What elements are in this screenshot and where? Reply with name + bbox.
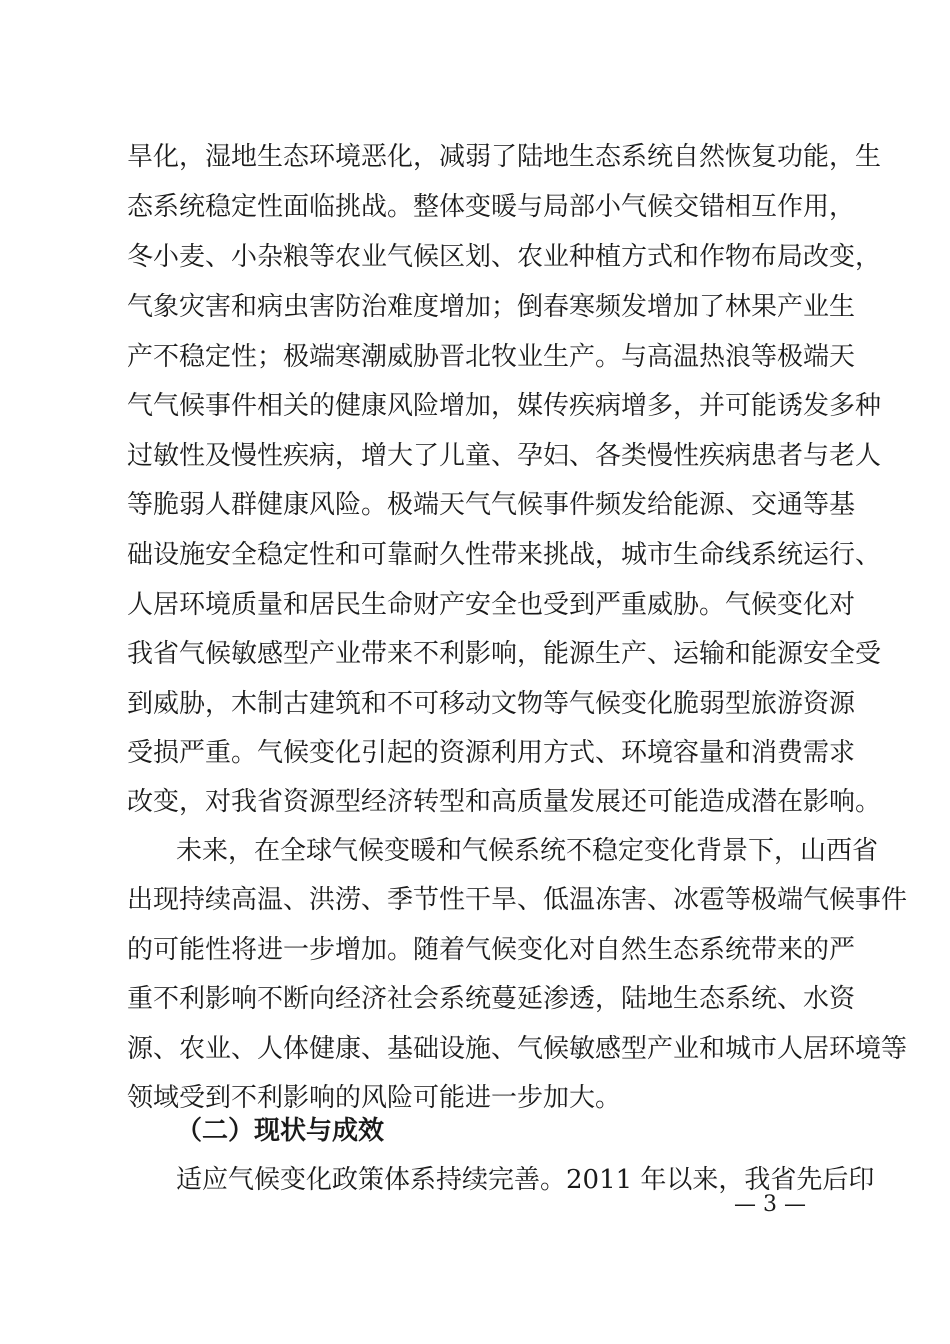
paragraph-1-line-10: 人居环境质量和居民生命财产安全也受到严重威胁。气候变化对 [127,590,856,620]
paragraph-1-line-12: 到威胁，木制古建筑和不可移动文物等气候变化脆弱型旅游资源 [127,689,856,719]
paragraph-1-line-2: 态系统稳定性面临挑战。整体变暖与局部小气候交错相互作用， [127,192,856,222]
paragraph-1-line-3: 冬小麦、小杂粮等农业气候区划、农业种植方式和作物布局改变， [127,242,882,272]
paragraph-1-line-13: 受损严重。气候变化引起的资源利用方式、环境容量和消费需求 [127,738,856,768]
paragraph-1-line-4: 气象灾害和病虫害防治难度增加；倒春寒频发增加了林果产业生 [127,292,856,322]
paragraph-1-line-5: 产不稳定性；极端寒潮威胁晋北牧业生产。与高温热浪等极端天 [127,342,856,372]
paragraph-2-line-2: 出现持续高温、洪涝、季节性干旱、低温冻害、冰雹等极端气候事件 [127,885,908,915]
paragraph-1-line-7: 过敏性及慢性疾病，增大了儿童、孕妇、各类慢性疾病患者与老人 [127,441,882,471]
paragraph-1-line-6: 气气候事件相关的健康风险增加，媒传疾病增多，并可能诱发多种 [127,391,882,421]
paragraph-3-line-1: 适应气候变化政策体系持续完善。2011 年以来，我省先后印 [176,1165,875,1195]
paragraph-2-line-5: 源、农业、人体健康、基础设施、气候敏感型产业和城市人居环境等 [127,1034,908,1064]
paragraph-1-line-11: 我省气候敏感型产业带来不利影响，能源生产、运输和能源安全受 [127,639,882,669]
paragraph-1-line-14: 改变，对我省资源型经济转型和高质量发展还可能造成潜在影响。 [127,787,882,817]
paragraph-1-line-9: 础设施安全稳定性和可靠耐久性带来挑战，城市生命线系统运行、 [127,540,882,570]
paragraph-2-line-1: 未来，在全球气候变暖和气候系统不稳定变化背景下，山西省 [176,836,879,866]
paragraph-1-line-8: 等脆弱人群健康风险。极端天气气候事件频发给能源、交通等基 [127,490,856,520]
section-heading: （二）现状与成效 [176,1116,385,1146]
paragraph-2-line-4: 重不利影响不断向经济社会系统蔓延渗透，陆地生态系统、水资 [127,984,856,1014]
paragraph-2-line-3: 的可能性将进一步增加。随着气候变化对自然生态系统带来的严 [127,935,856,965]
paragraph-1-line-1: 旱化，湿地生态环境恶化，减弱了陆地生态系统自然恢复功能，生 [127,142,882,172]
page-number: — 3 — [734,1192,806,1217]
paragraph-2-line-6: 领域受到不利影响的风险可能进一步加大。 [127,1083,622,1113]
